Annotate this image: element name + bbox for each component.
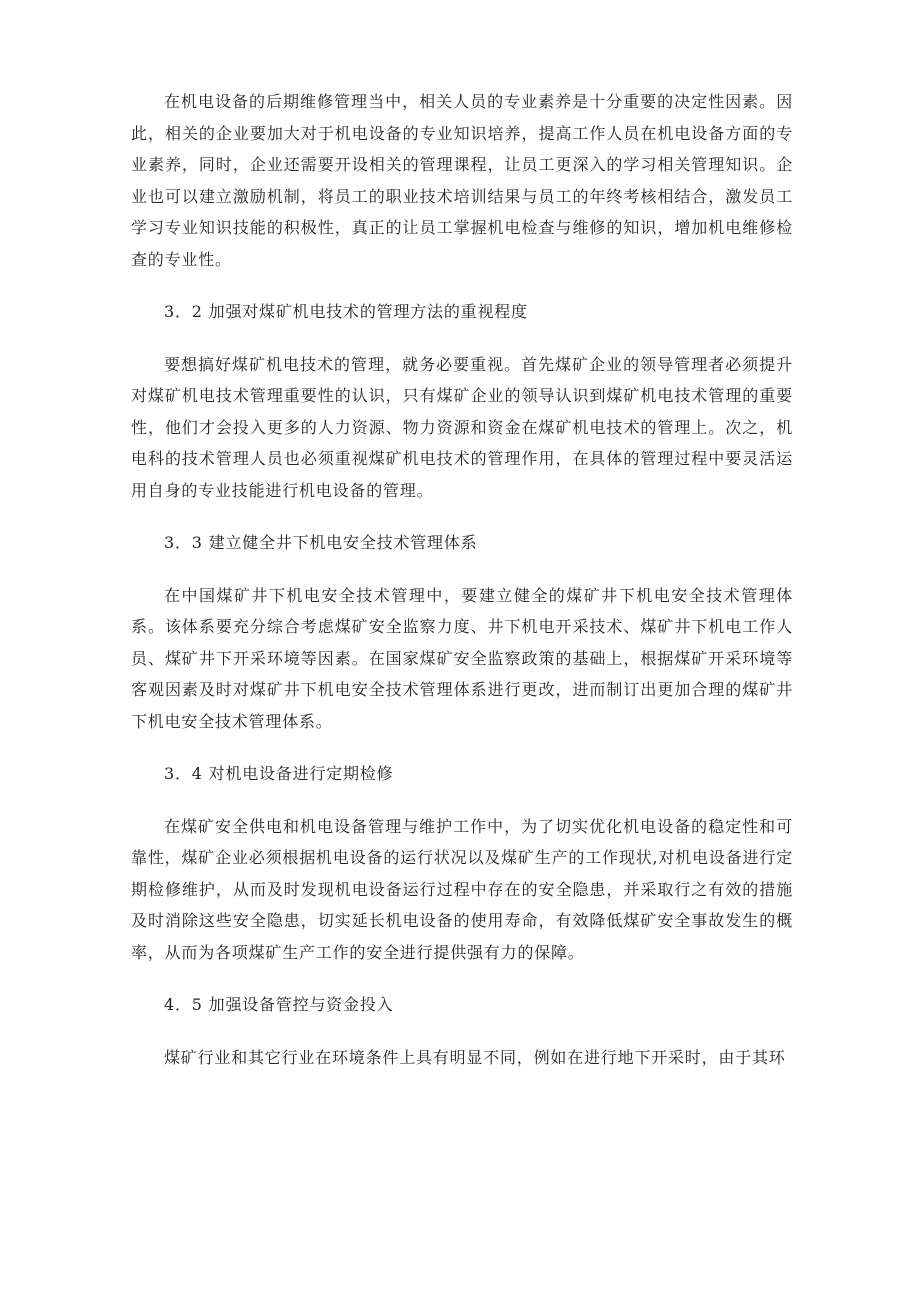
section-heading: 3．4 对机电设备进行定期检修	[164, 764, 394, 783]
section-heading: 4．5 加强设备管控与资金投入	[164, 995, 394, 1014]
body-paragraph: 在机电设备的后期维修管理当中，相关人员的专业素养是十分重要的决定性因素。因此，相关的企业要加大对于机电设备的专业知识培养，提高工作人员在机电设备方面的专业素养，同时，企业还需要开设相关的管理课程，让员工更深入的学习相关管理知识。企业也可以建立激励机制，将员工的职业技术培训结果与员工的年终考核相结合，激发员工学习专业知识技能的积极性，真正的让员工掌握机电检查与维修的知识，增加机电维修检查的专业性。	[131, 92, 793, 269]
body-paragraph: 在中国煤矿井下机电安全技术管理中，要建立健全的煤矿井下机电安全技术管理体系。该体系要充分综合考虑煤矿安全监察力度、井下机电开采技术、煤矿井下机电工作人员、煤矿井下开采环境等因素。在国家煤矿安全监察政策的基础上，根据煤矿开采环境等客观因素及时对煤矿井下机电安全技术管理体系进行更改，进而制订出更加合理的煤矿井下机电安全技术管理体系。	[131, 585, 793, 731]
body-paragraph: 要想搞好煤矿机电技术的管理，就务必要重视。首先煤矿企业的领导管理者必须提升对煤矿机电技术管理重要性的认识，只有煤矿企业的领导认识到煤矿机电技术管理的重要性，他们才会投入更多的人力资源、物力资源和资金在煤矿机电技术的管理上。次之，机电科的技术管理人员也必须重视煤矿机电技术的管理作用，在具体的管理过程中要灵活运用自身的专业技能进行机电设备的管理。	[131, 354, 793, 500]
section-heading: 3．2 加强对煤矿机电技术的管理方法的重视程度	[164, 302, 528, 321]
body-paragraph: 煤矿行业和其它行业在环境条件上具有明显不同，例如在进行地下开采时，由于其环	[164, 1047, 786, 1067]
body-paragraph: 在煤矿安全供电和机电设备管理与维护工作中，为了切实优化机电设备的稳定性和可靠性，煤矿企业必须根据机电设备的运行状况以及煤矿生产的工作现状,对机电设备进行定期检修维护，从而及时发现机电设备运行过程中存在的安全隐患，并采取行之有效的措施及时消除这些安全隐患，切实延长机电设备的使用寿命，有效降低煤矿安全事故发生的概率，从而为各项煤矿生产工作的安全进行提供强有力的保障。	[131, 816, 793, 962]
section-heading: 3．3 建立健全井下机电安全技术管理体系	[164, 533, 478, 552]
document-body	[131, 86, 793, 1094]
